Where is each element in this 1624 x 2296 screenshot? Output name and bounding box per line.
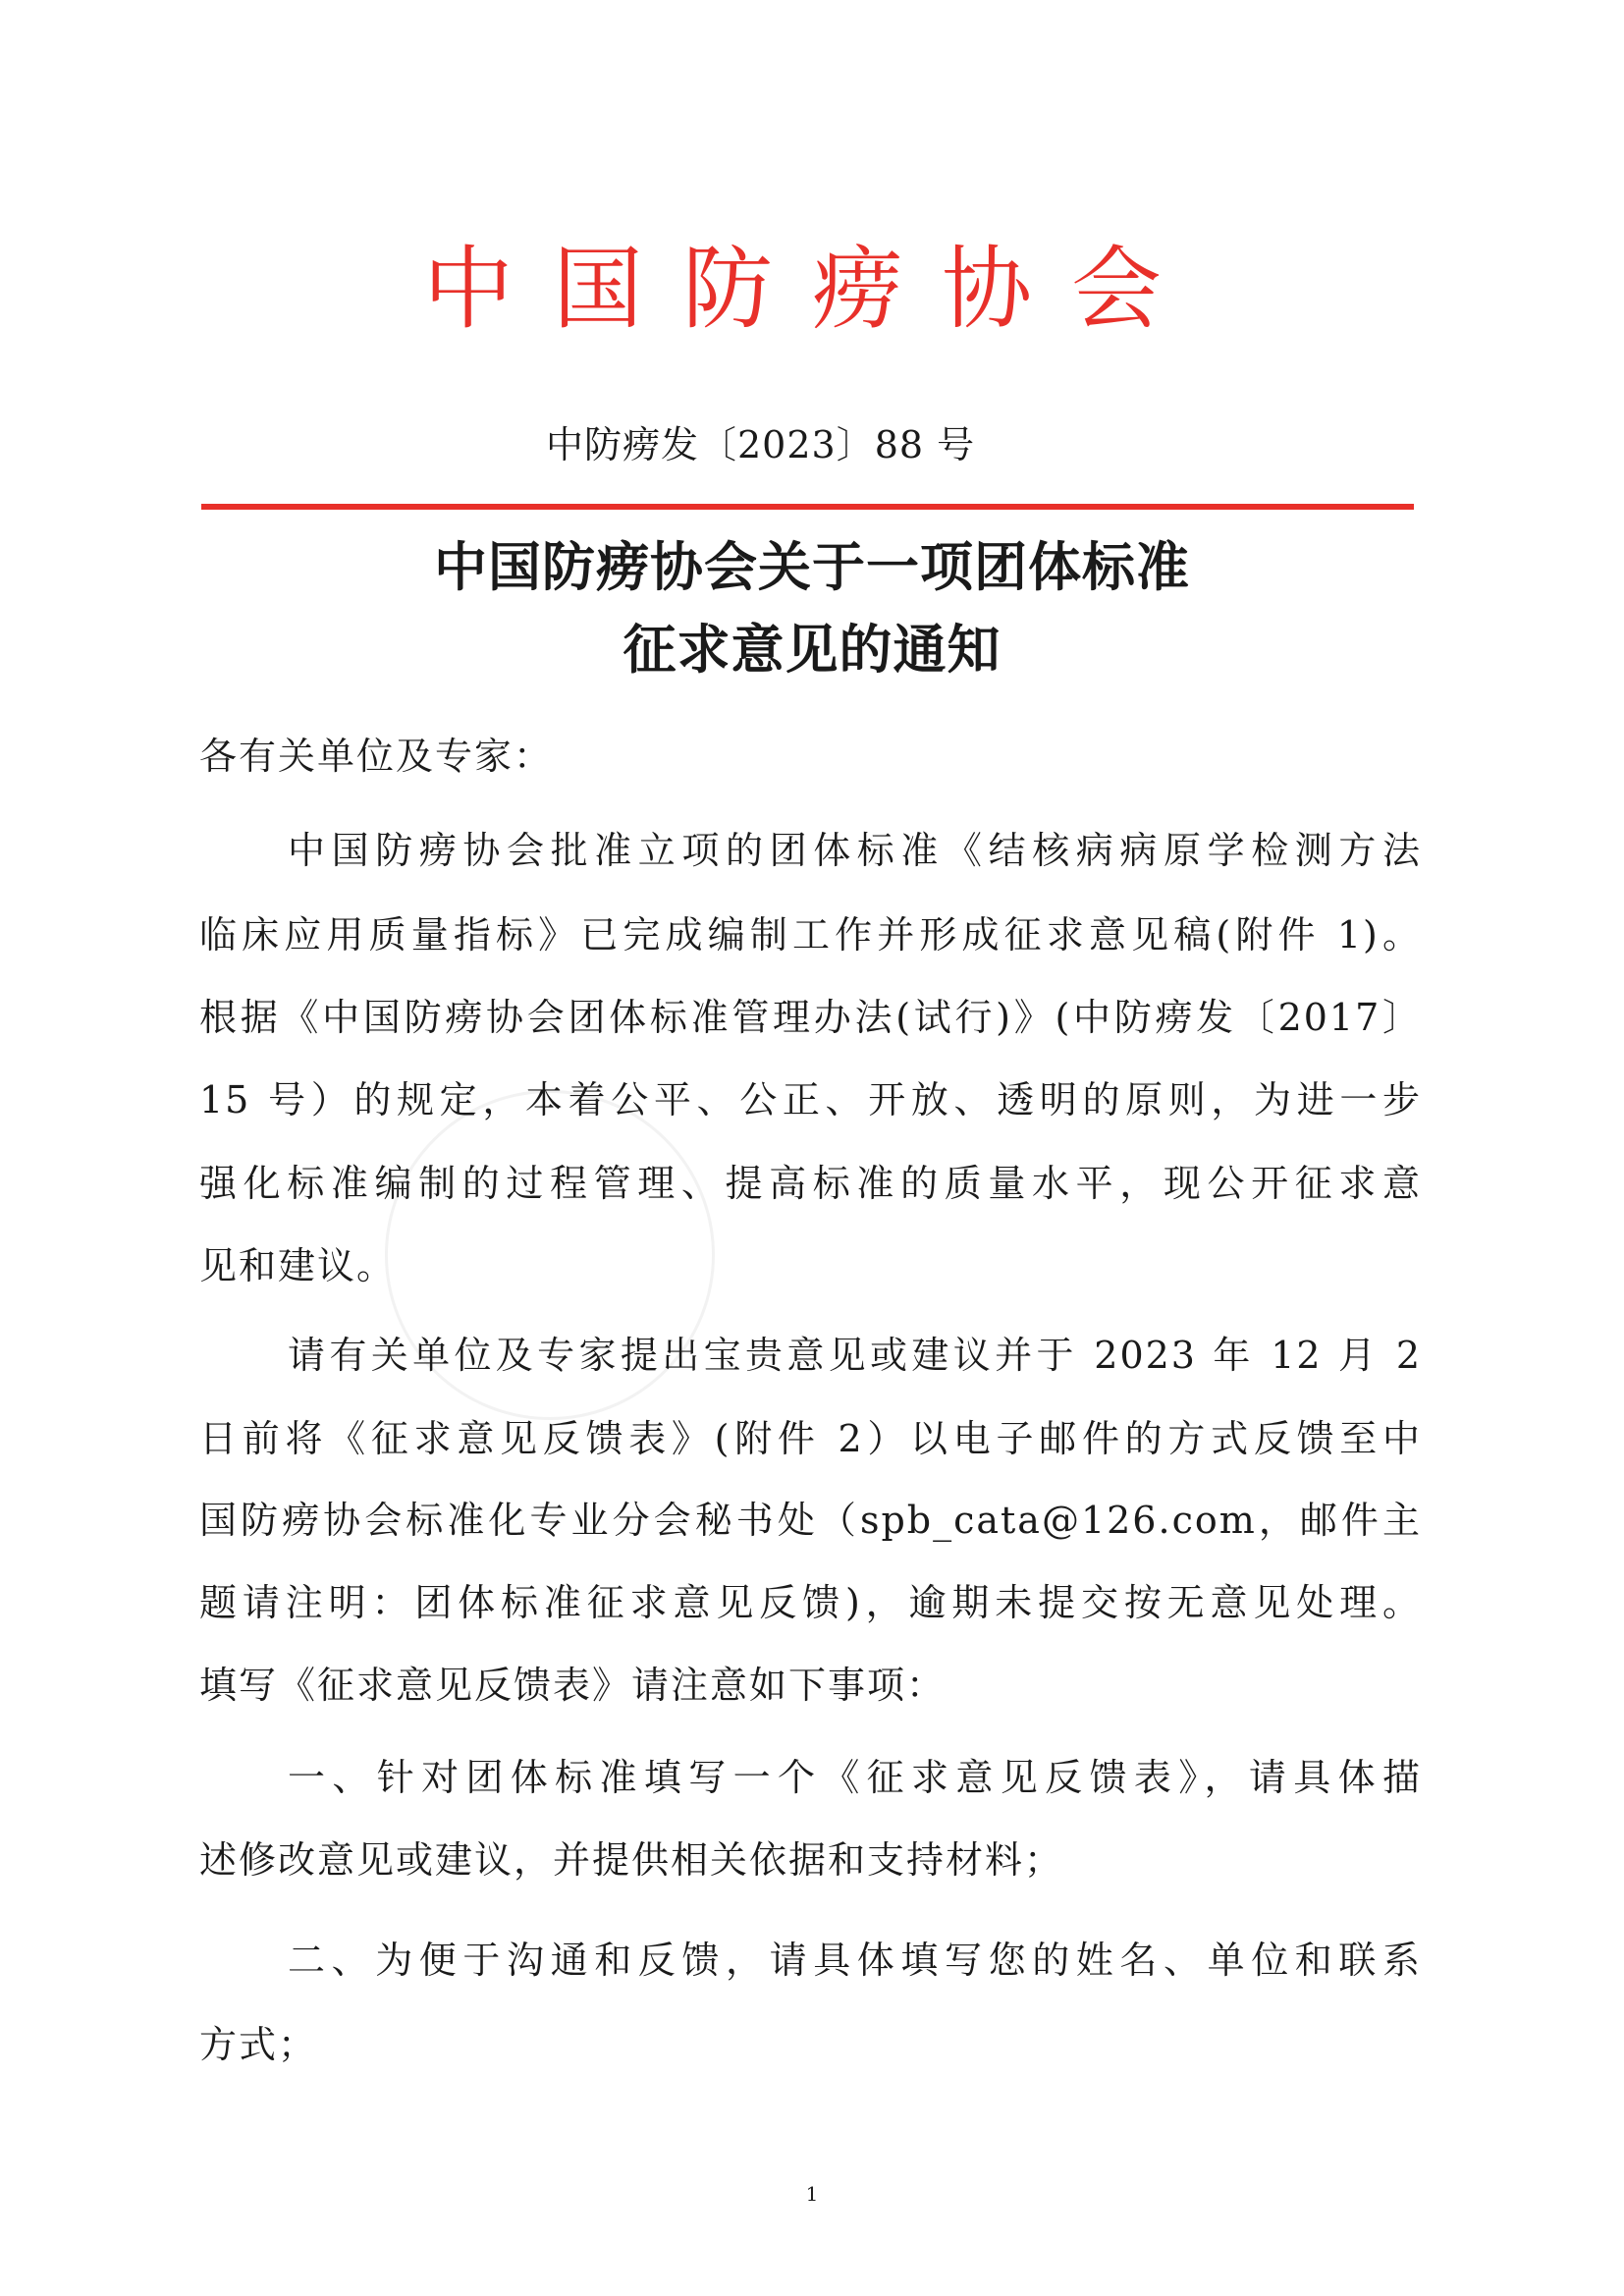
- organization-header: 中国防痨协会: [422, 237, 1201, 342]
- paragraph-2-line: 填写《征求意见反馈表》请注意如下事项：: [199, 1664, 947, 1707]
- paragraph-2-line: 题请注明：团体标准征求意见反馈)，逾期未提交按无意见处理。: [199, 1581, 1422, 1624]
- item-1-line: 一、针对团体标准填写一个《征求意见反馈表》，请具体描: [288, 1756, 1422, 1799]
- salutation: 各有关单位及专家：: [199, 735, 554, 778]
- paragraph-1-line: 根据《中国防痨协会团体标准管理办法(试行)》(中防痨发〔2017〕: [199, 996, 1422, 1039]
- document-number: 中防痨发〔2023〕88 号: [546, 423, 976, 466]
- paragraph-1-line: 强化标准编制的过程管理、提高标准的质量水平，现公开征求意: [199, 1162, 1422, 1205]
- paragraph-2-line: 日前将《征求意见反馈表》(附件 2）以电子邮件的方式反馈至中: [199, 1417, 1422, 1460]
- paragraph-1-line: 见和建议。: [199, 1244, 397, 1287]
- red-divider-line: [201, 504, 1414, 510]
- paragraph-2-line: 请有关单位及专家提出宝贵意见或建议并于 2023 年 12 月 2: [288, 1334, 1422, 1377]
- paragraph-1-line: 15 号）的规定，本着公平、公正、开放、透明的原则，为进一步: [199, 1078, 1422, 1121]
- notice-title-line-2: 征求意见的通知: [623, 618, 1001, 681]
- paragraph-1-line: 临床应用质量指标》已完成编制工作并形成征求意见稿(附件 1)。: [199, 913, 1422, 957]
- item-2-line: 方式；: [199, 2023, 318, 2066]
- item-1-line: 述修改意见或建议，并提供相关依据和支持材料；: [199, 1838, 1064, 1882]
- paragraph-2-line: 国防痨协会标准化专业分会秘书处（spb_cata@126.com，邮件主: [199, 1499, 1422, 1542]
- item-2-line: 二、为便于沟通和反馈，请具体填写您的姓名、单位和联系: [288, 1939, 1422, 1982]
- page-number: 1: [805, 2182, 819, 2206]
- notice-title-line-1: 中国防痨协会关于一项团体标准: [434, 535, 1190, 598]
- paragraph-1-line: 中国防痨协会批准立项的团体标准《结核病病原学检测方法: [288, 829, 1422, 872]
